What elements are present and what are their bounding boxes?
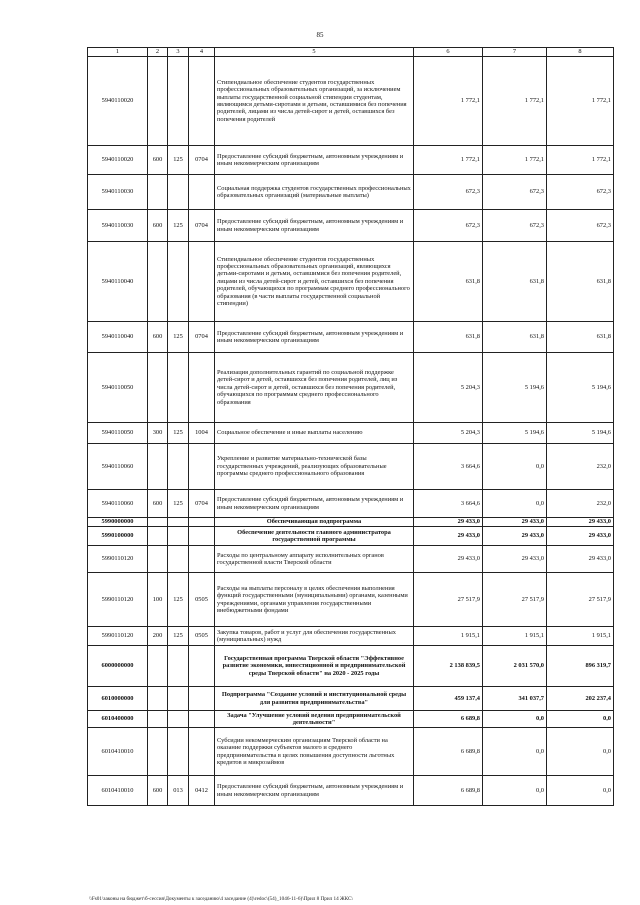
row-code: 5940110050 [88, 423, 148, 444]
row-col3 [168, 687, 189, 711]
row-col3 [168, 527, 189, 546]
table-row [88, 573, 614, 627]
row-amount-col6: 29 433,0 [414, 518, 483, 527]
row-description: Обеспечение деятельности главного администратора государственной программы [215, 527, 414, 546]
header-cell: 1 [88, 48, 148, 57]
row-amount-col6: 459 137,4 [414, 687, 483, 711]
row-col4: 0704 [189, 322, 215, 353]
row-amount-col8: 1 772,1 [547, 146, 614, 175]
row-col2 [148, 242, 168, 322]
row-col3 [168, 57, 189, 146]
row-description: Социальное обеспечение и иные выплаты населению [215, 423, 414, 444]
row-col3: 125 [168, 146, 189, 175]
row-amount-col6: 2 138 839,5 [414, 646, 483, 687]
row-description: Предоставление субсидий бюджетным, автономным учреждениям и иным некоммерческим организациям [215, 776, 414, 806]
row-code: 5990110120 [88, 573, 148, 627]
table-row [88, 776, 614, 806]
row-amount-col6: 1 915,1 [414, 627, 483, 646]
row-col2: 300 [148, 423, 168, 444]
row-col4 [189, 444, 215, 490]
row-col2 [148, 527, 168, 546]
table-row [88, 146, 614, 175]
row-col4 [189, 242, 215, 322]
row-amount-col8: 29 433,0 [547, 518, 614, 527]
row-amount-col8: 27 517,9 [547, 573, 614, 627]
row-col3: 125 [168, 490, 189, 518]
row-col2: 600 [148, 210, 168, 242]
row-description: Обеспечивающая подпрограмма [215, 518, 414, 527]
row-code: 5940110020 [88, 146, 148, 175]
row-description: Задача "Улучшение условий ведения предпринимательской деятельности" [215, 711, 414, 728]
row-amount-col6: 672,3 [414, 210, 483, 242]
table-body [88, 48, 614, 806]
row-amount-col8: 0,0 [547, 711, 614, 728]
table-row [88, 444, 614, 490]
row-description: Стипендиальное обеспечение студентов государственных профессиональных образовательных организаций, за исключением выплаты государственной социальной стипендии студентам, являющимся детьми-сиротами и детьми, оставшимися без попечения родителей, лицами из числа детей-сирот и детей, оставшихся без попечения родителей [215, 57, 414, 146]
row-col4: 0505 [189, 573, 215, 627]
row-col4 [189, 687, 215, 711]
row-description: Предоставление субсидий бюджетным, автономным учреждениям и иным некоммерческим организациям [215, 210, 414, 242]
row-col3: 125 [168, 423, 189, 444]
row-col4 [189, 175, 215, 210]
row-col2 [148, 444, 168, 490]
row-code: 5990110120 [88, 546, 148, 573]
row-col2 [148, 687, 168, 711]
row-col2: 100 [148, 573, 168, 627]
table-row [88, 728, 614, 776]
row-description: Социальная поддержка студентов государственных профессиональных образовательных организаций (материальные выплаты) [215, 175, 414, 210]
page-number: 85 [316, 31, 324, 39]
table-row [88, 57, 614, 146]
row-code: 5940110030 [88, 210, 148, 242]
row-description: Подпрограмма "Создание условий и институциональной среды для развития предпринимательства" [215, 687, 414, 711]
row-description: Расходы по центральному аппарату исполнительных органов государственной власти Тверской области [215, 546, 414, 573]
row-amount-col7: 27 517,9 [483, 573, 547, 627]
table-row [88, 175, 614, 210]
row-amount-col8: 232,0 [547, 444, 614, 490]
table-row [88, 646, 614, 687]
row-amount-col7: 631,8 [483, 322, 547, 353]
row-col4: 0704 [189, 490, 215, 518]
row-col4 [189, 353, 215, 423]
row-description: Реализация дополнительных гарантий по социальной поддержке детей-сирот и детей, оставшихся без попечения родителей, лиц из числа детей-сирот и детей, оставшихся без попечения родителей, обучающихся по программам среднего профессионального образования [215, 353, 414, 423]
table-row [88, 353, 614, 423]
row-col4 [189, 646, 215, 687]
row-amount-col6: 672,3 [414, 175, 483, 210]
row-amount-col7: 29 433,0 [483, 546, 547, 573]
row-amount-col7: 1 915,1 [483, 627, 547, 646]
row-amount-col8: 631,8 [547, 322, 614, 353]
row-col4: 0704 [189, 210, 215, 242]
row-col3: 125 [168, 210, 189, 242]
header-cell: 4 [189, 48, 215, 57]
table-row [88, 423, 614, 444]
row-amount-col6: 29 433,0 [414, 546, 483, 573]
row-amount-col8: 5 194,6 [547, 353, 614, 423]
row-col4 [189, 728, 215, 776]
row-amount-col6: 6 689,8 [414, 711, 483, 728]
table-row [88, 322, 614, 353]
header-cell: 2 [148, 48, 168, 57]
row-amount-col6: 3 664,6 [414, 444, 483, 490]
row-amount-col6: 6 689,8 [414, 776, 483, 806]
row-code: 5990000000 [88, 518, 148, 527]
row-amount-col8: 202 237,4 [547, 687, 614, 711]
row-col3 [168, 518, 189, 527]
row-amount-col6: 27 517,9 [414, 573, 483, 627]
table-row [88, 546, 614, 573]
row-col3 [168, 646, 189, 687]
table-row [88, 242, 614, 322]
row-col4 [189, 518, 215, 527]
row-col3 [168, 175, 189, 210]
table-row [88, 210, 614, 242]
row-amount-col7: 29 433,0 [483, 518, 547, 527]
row-amount-col8: 896 319,7 [547, 646, 614, 687]
row-amount-col6: 631,8 [414, 242, 483, 322]
row-code: 6010410010 [88, 776, 148, 806]
row-col2: 600 [148, 146, 168, 175]
row-col3: 013 [168, 776, 189, 806]
row-amount-col7: 1 772,1 [483, 146, 547, 175]
row-col3: 125 [168, 573, 189, 627]
row-col2 [148, 518, 168, 527]
row-amount-col7: 672,3 [483, 210, 547, 242]
row-amount-col7: 631,8 [483, 242, 547, 322]
row-col4 [189, 546, 215, 573]
row-amount-col8: 0,0 [547, 728, 614, 776]
row-col2 [148, 728, 168, 776]
row-col2 [148, 57, 168, 146]
header-cell: 3 [168, 48, 189, 57]
row-description: Укрепление и развитие материально-технической базы государственных учреждений, реализующих образовательные программы среднего профессионального образования [215, 444, 414, 490]
row-amount-col8: 5 194,6 [547, 423, 614, 444]
row-col3 [168, 728, 189, 776]
row-code: 5940110020 [88, 57, 148, 146]
row-description: Стипендиальное обеспечение студентов государственных профессиональных образовательных организаций, являющихся детьми-сиротами и детьми, оставшимися без попечения родителей, лицами из числа детей-сирот и детей, оставшихся без попечения родителей, обучающихся по программам среднего профессионального образования (в части выплаты государственной социальной стипендии) [215, 242, 414, 322]
row-amount-col7: 0,0 [483, 728, 547, 776]
row-amount-col7: 0,0 [483, 444, 547, 490]
row-col2 [148, 353, 168, 423]
row-col2: 600 [148, 322, 168, 353]
row-col2: 200 [148, 627, 168, 646]
row-amount-col6: 29 433,0 [414, 527, 483, 546]
row-code: 5940110060 [88, 490, 148, 518]
row-amount-col7: 341 037,7 [483, 687, 547, 711]
row-description: Предоставление субсидий бюджетным, автономным учреждениям и иным некоммерческим организациям [215, 322, 414, 353]
row-col4: 0704 [189, 146, 215, 175]
row-amount-col6: 5 204,3 [414, 353, 483, 423]
row-col3 [168, 353, 189, 423]
row-description: Субсидии некоммерческим организациям Тверской области на оказание поддержки субъектов малого и среднего предпринимательства в целях повышения доступности льготных кредитов и микрозаймов [215, 728, 414, 776]
row-col2 [148, 546, 168, 573]
row-amount-col7: 1 772,1 [483, 57, 547, 146]
row-amount-col8: 0,0 [547, 776, 614, 806]
row-amount-col8: 232,0 [547, 490, 614, 518]
table-header-row [88, 48, 614, 57]
row-col2: 600 [148, 490, 168, 518]
table-row [88, 490, 614, 518]
row-amount-col6: 631,8 [414, 322, 483, 353]
row-col3 [168, 242, 189, 322]
row-code: 6010000000 [88, 687, 148, 711]
row-col4 [189, 527, 215, 546]
row-description: Предоставление субсидий бюджетным, автономным учреждениям и иным некоммерческим организациям [215, 490, 414, 518]
row-code: 5940110030 [88, 175, 148, 210]
row-amount-col8: 672,3 [547, 175, 614, 210]
table-row [88, 518, 614, 527]
row-amount-col7: 0,0 [483, 490, 547, 518]
row-col2 [148, 646, 168, 687]
table-row [88, 527, 614, 546]
row-amount-col7: 2 031 570,0 [483, 646, 547, 687]
row-code: 5990110120 [88, 627, 148, 646]
header-cell: 6 [414, 48, 483, 57]
row-amount-col8: 1 772,1 [547, 57, 614, 146]
row-col3 [168, 444, 189, 490]
table-row [88, 687, 614, 711]
header-cell: 8 [547, 48, 614, 57]
row-amount-col6: 1 772,1 [414, 146, 483, 175]
row-code: 6000000000 [88, 646, 148, 687]
row-amount-col6: 6 689,8 [414, 728, 483, 776]
row-amount-col8: 1 915,1 [547, 627, 614, 646]
row-code: 5940110050 [88, 353, 148, 423]
row-amount-col7: 5 194,6 [483, 353, 547, 423]
row-code: 5940110040 [88, 322, 148, 353]
row-description: Предоставление субсидий бюджетным, автономным учреждениям и иным некоммерческим организациям [215, 146, 414, 175]
row-col4: 0412 [189, 776, 215, 806]
row-amount-col8: 631,8 [547, 242, 614, 322]
row-code: 5990100000 [88, 527, 148, 546]
row-amount-col7: 0,0 [483, 711, 547, 728]
row-amount-col7: 672,3 [483, 175, 547, 210]
row-col2 [148, 175, 168, 210]
header-cell: 5 [215, 48, 414, 57]
row-code: 5940110040 [88, 242, 148, 322]
row-amount-col8: 672,3 [547, 210, 614, 242]
table-row [88, 711, 614, 728]
row-amount-col8: 29 433,0 [547, 527, 614, 546]
row-col2 [148, 711, 168, 728]
row-col4: 1004 [189, 423, 215, 444]
row-col4 [189, 711, 215, 728]
row-description: Государственная программа Тверской области "Эффективное развитие экономики, инвестиционной и предпринимательской среды Тверской области" на 2020 - 2025 годы [215, 646, 414, 687]
row-code: 6010410010 [88, 728, 148, 776]
row-code: 5940110060 [88, 444, 148, 490]
row-col3: 125 [168, 627, 189, 646]
row-col3 [168, 711, 189, 728]
row-amount-col8: 29 433,0 [547, 546, 614, 573]
row-amount-col7: 29 433,0 [483, 527, 547, 546]
row-col3: 125 [168, 322, 189, 353]
row-description: Закупка товаров, работ и услуг для обеспечения государственных (муниципальных) нужд [215, 627, 414, 646]
row-col3 [168, 546, 189, 573]
row-col4 [189, 57, 215, 146]
file-path-footer: \\Fs01\законы на бюджет\б-сессия\Документы к заседанию\4 заседание (4)\redoc\(54)_1046-11-6)\Прил 8 Прил 14 ЖКС\ [89, 896, 353, 902]
row-col2: 600 [148, 776, 168, 806]
row-amount-col6: 5 204,3 [414, 423, 483, 444]
header-cell: 7 [483, 48, 547, 57]
row-amount-col6: 3 664,6 [414, 490, 483, 518]
row-code: 6010400000 [88, 711, 148, 728]
budget-table [87, 47, 614, 806]
row-description: Расходы на выплаты персоналу в целях обеспечения выполнения функций государственными (муниципальными) органами, казенными учреждениями, органами управления государственными внебюджетными фондами [215, 573, 414, 627]
row-col4: 0505 [189, 627, 215, 646]
table-row [88, 627, 614, 646]
row-amount-col7: 0,0 [483, 776, 547, 806]
row-amount-col6: 1 772,1 [414, 57, 483, 146]
row-amount-col7: 5 194,6 [483, 423, 547, 444]
